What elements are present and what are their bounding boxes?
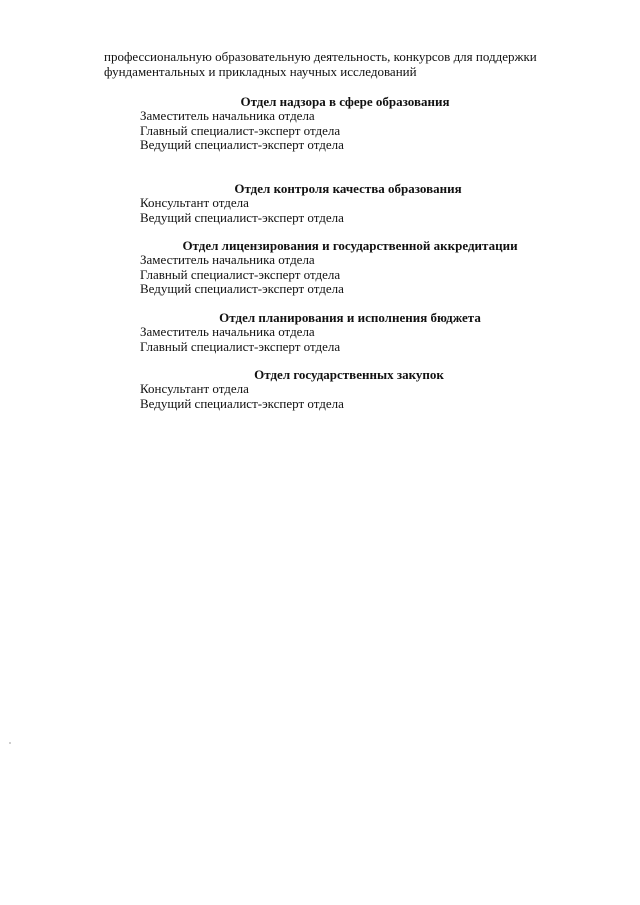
position-item: Заместитель начальника отдела [140, 252, 315, 267]
section-supervision [140, 94, 600, 153]
position-list [140, 382, 600, 411]
section-budget [140, 310, 600, 354]
position-list [140, 196, 600, 225]
section-title: Отдел надзора в сфере образования [240, 94, 450, 109]
position-item: Главный специалист-эксперт отдела [140, 266, 341, 282]
section-title: Отдел планирования и исполнения бюджета [219, 310, 481, 325]
position-item: Главный специалист-эксперт отдела [140, 122, 341, 138]
position-item: Ведущий специалист-эксперт отдела [140, 209, 344, 225]
position-item: Консультант отдела [140, 381, 249, 396]
section-title: Отдел лицензирования и государственной аккредитации [182, 238, 518, 253]
section-licensing [140, 238, 600, 297]
position-item: Ведущий специалист-эксперт отдела [140, 137, 344, 152]
position-item: Главный специалист-эксперт отдела [140, 338, 341, 354]
intro-paragraph [104, 49, 604, 79]
section-procurement [140, 367, 600, 411]
section-title: Отдел государственных закупок [254, 367, 444, 382]
section-title: Отдел контроля качества образования [234, 181, 462, 196]
intro-line-2: фундаментальных и прикладных научных исследований [104, 64, 417, 79]
scan-speck [9, 742, 11, 744]
position-list [140, 325, 600, 354]
position-item: Консультант отдела [140, 195, 249, 210]
position-list [140, 109, 600, 153]
position-item: Заместитель начальника отдела [140, 108, 315, 123]
position-item: Ведущий специалист-эксперт отдела [140, 395, 344, 411]
position-item: Заместитель начальника отдела [140, 324, 315, 339]
intro-line-1: профессиональную образовательную деятельность, конкурсов для поддержки [104, 49, 537, 64]
position-list [140, 253, 600, 297]
section-quality-control [140, 181, 600, 225]
position-item: Ведущий специалист-эксперт отдела [140, 281, 344, 296]
